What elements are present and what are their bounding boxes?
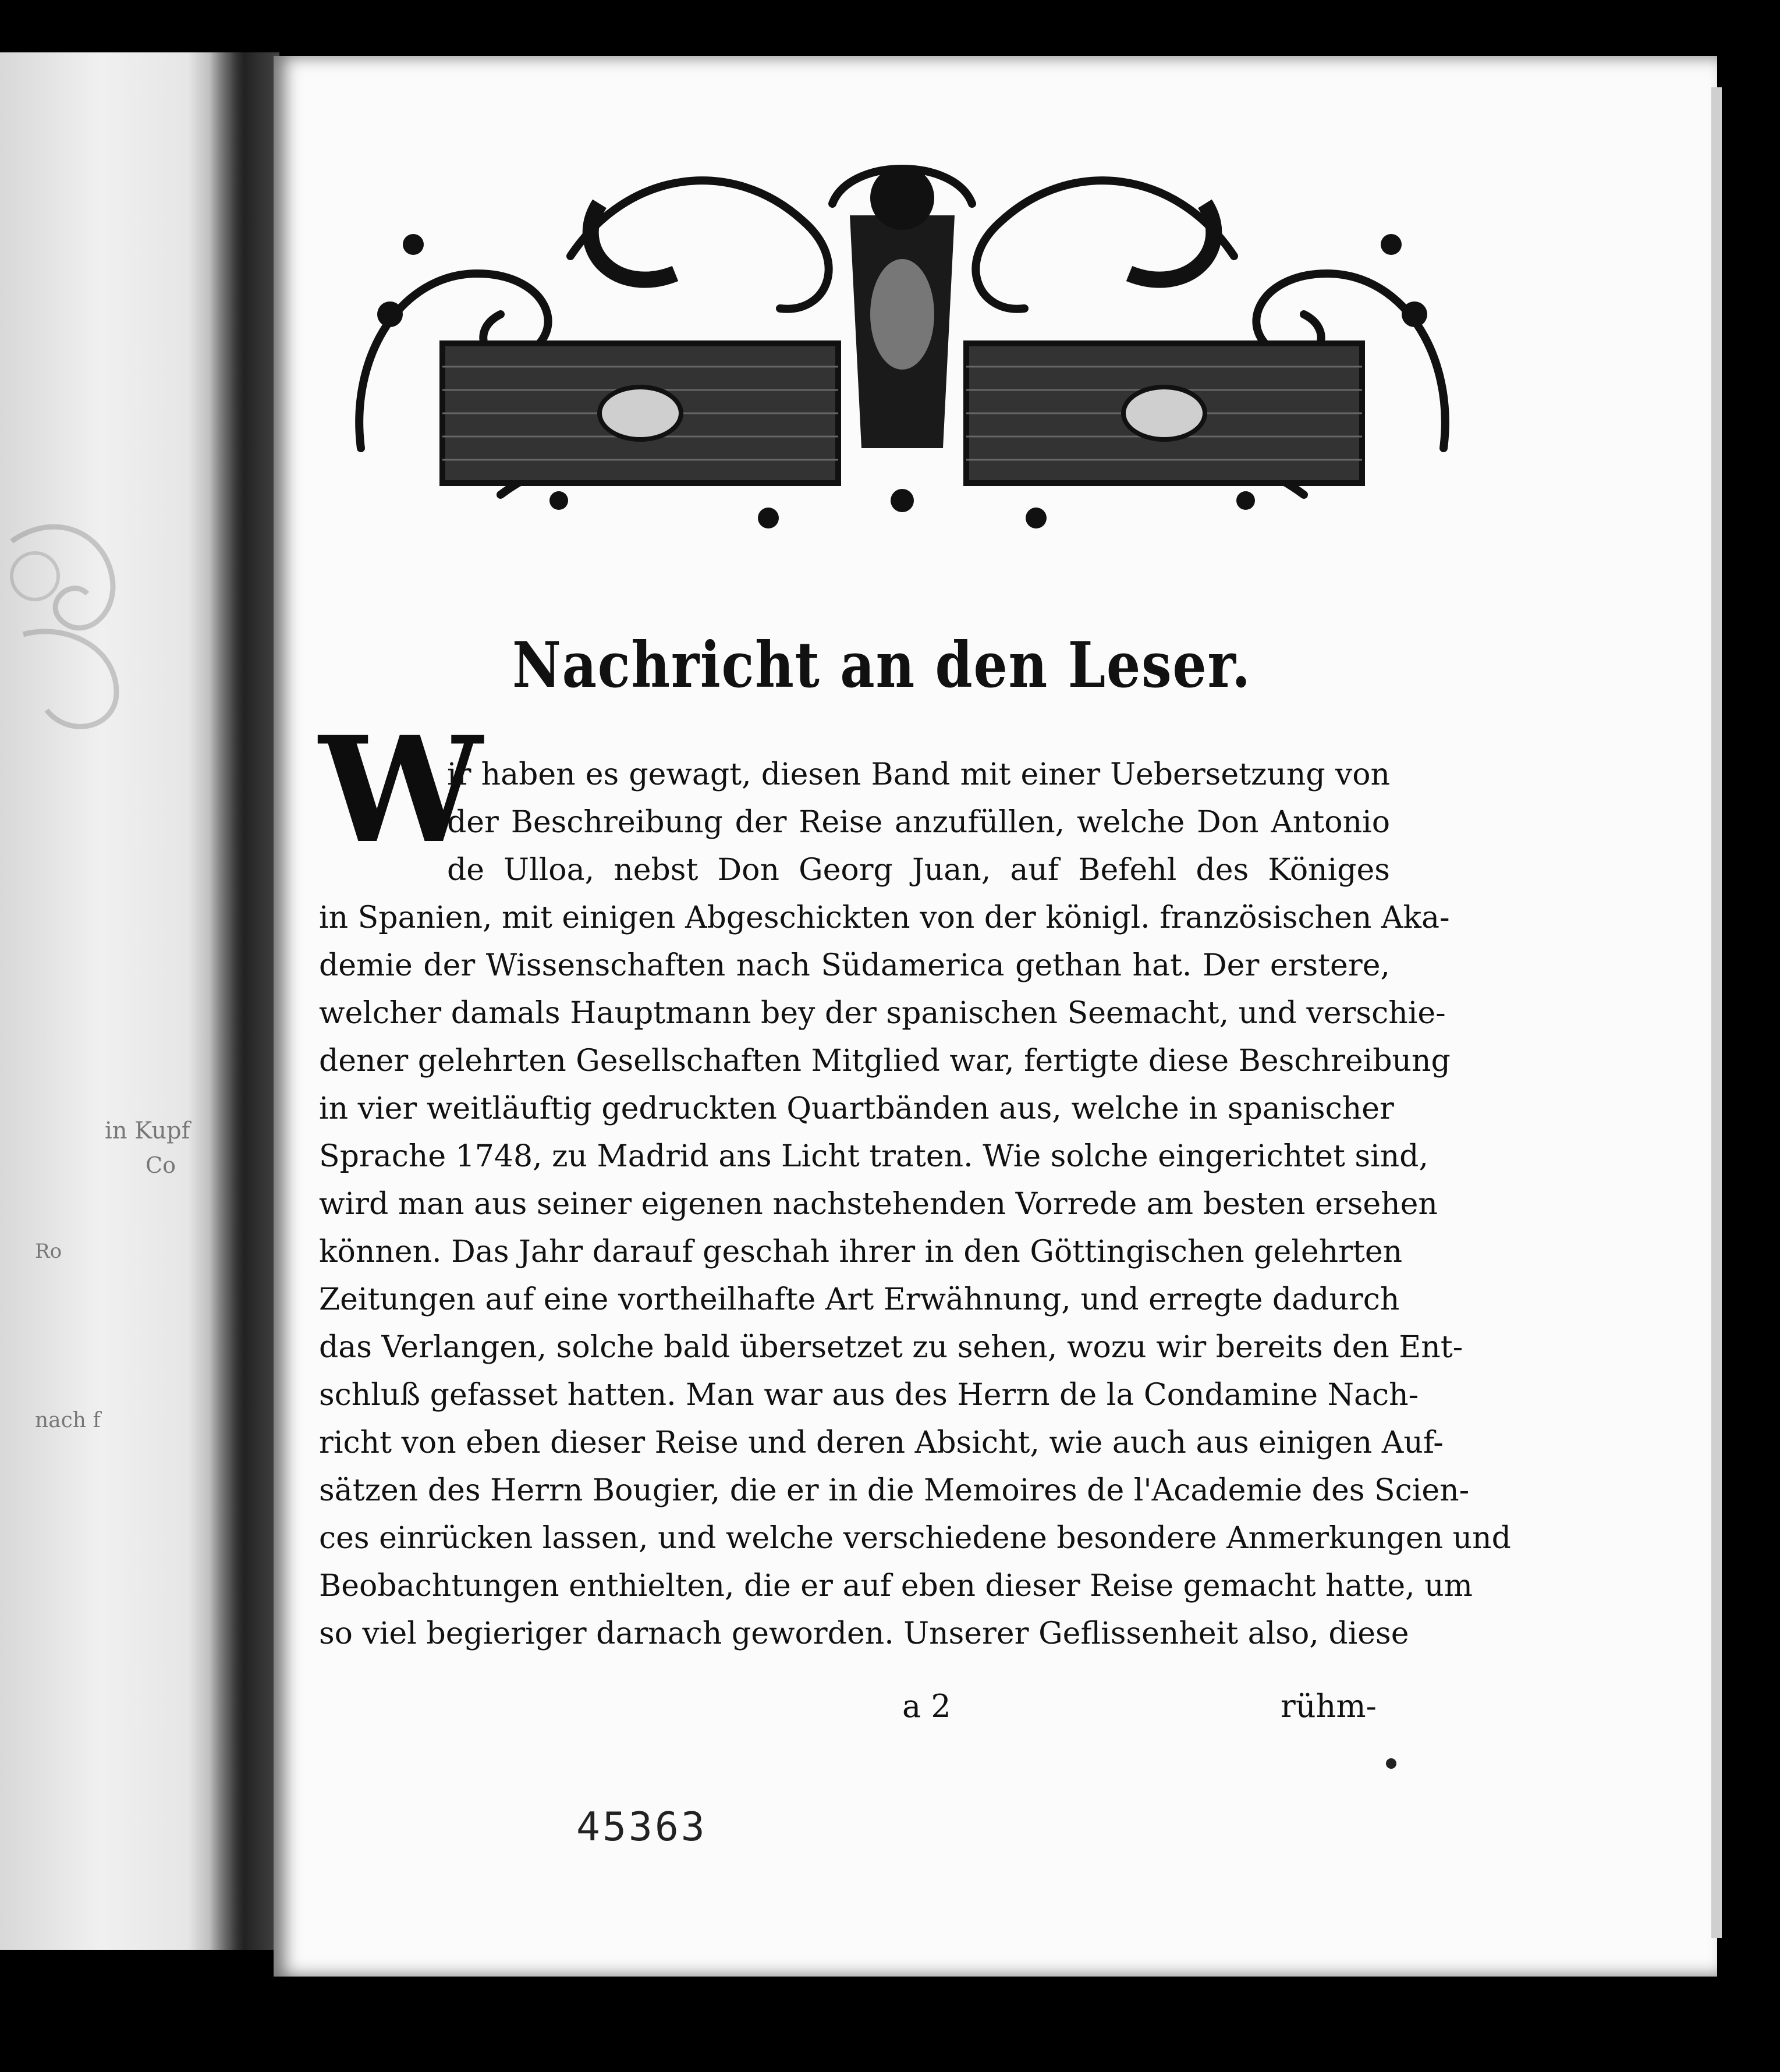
text-line: Beobachtungen enthielten, die er auf eben dieser Reise gemacht hatte, um bbox=[319, 1569, 1473, 1603]
book-gutter bbox=[210, 52, 279, 1950]
text-line: demie der Wissenschaften nach Südamerica gethan hat. Der erstere, bbox=[319, 948, 1390, 983]
text-line: Zeitungen auf eine vortheilhafte Art Erwähnung, und erregte dadurch bbox=[319, 1282, 1400, 1317]
text-line: Sprache 1748, zu Madrid ans Licht traten. Wie solche eingerichtet sind, bbox=[319, 1139, 1428, 1174]
text-line: welcher damals Hauptmann bey der spanischen Seemacht, und verschie- bbox=[319, 996, 1446, 1031]
text-line: der Beschreibung der Reise anzufüllen, welche Don Antonio bbox=[447, 805, 1390, 840]
left-page-fragment: Co bbox=[146, 1152, 176, 1178]
drop-cap-ornament bbox=[319, 704, 483, 880]
catchword: rühm- bbox=[1281, 1688, 1377, 1725]
drop-cap-letter: W bbox=[319, 704, 483, 875]
left-page-fragment: Ro bbox=[35, 1240, 62, 1263]
text-line: wird man aus seiner eigenen nachstehenden Vorrede am besten ersehen bbox=[319, 1187, 1438, 1222]
text-line: sätzen des Herrn Bougier, die er in die Memoires de l'Academie des Scien- bbox=[319, 1473, 1470, 1508]
page-edge bbox=[1711, 87, 1722, 1938]
text-line: de Ulloa, nebst Don Georg Juan, auf Befehl des Königes bbox=[447, 853, 1390, 888]
text-line: ir haben es gewagt, diesen Band mit einer Uebersetzung von bbox=[447, 757, 1390, 792]
text-line: schluß gefasset hatten. Man war aus des Herrn de la Condamine Nach- bbox=[319, 1378, 1419, 1413]
text-line: richt von eben dieser Reise und deren Absicht, wie auch aus einigen Auf- bbox=[319, 1425, 1444, 1460]
signature-mark: a 2 bbox=[902, 1688, 951, 1725]
left-page-fragment: in Kupf bbox=[105, 1117, 190, 1144]
text-line: ces einrücken lassen, und welche verschiedene besondere Anmerkungen und bbox=[319, 1521, 1511, 1556]
text-line: in vier weitläuftig gedruckten Quartbänden aus, welche in spanischer bbox=[319, 1091, 1394, 1126]
page-title: Nachricht an den Leser. bbox=[512, 629, 1251, 702]
text-line: können. Das Jahr darauf geschah ihrer in den Göttingischen gelehrten bbox=[319, 1234, 1403, 1269]
left-page-ornament-icon bbox=[0, 506, 151, 751]
page-speck-icon bbox=[1380, 1752, 1403, 1775]
text-line: das Verlangen, solche bald übersetzet zu sehen, wozu wir bereits den Ent- bbox=[319, 1330, 1463, 1365]
library-number: 45363 bbox=[576, 1804, 707, 1850]
text-line: so viel begieriger darnach geworden. Unserer Geflissenheit also, diese bbox=[319, 1616, 1409, 1651]
left-page-fragment: nach f bbox=[35, 1408, 101, 1432]
ornamental-headpiece-icon bbox=[326, 122, 1478, 530]
text-line: dener gelehrten Gesellschaften Mitglied war, fertigte diese Beschreibung bbox=[319, 1044, 1451, 1078]
text-line: in Spanien, mit einigen Abgeschickten von der königl. französischen Aka- bbox=[319, 900, 1450, 935]
